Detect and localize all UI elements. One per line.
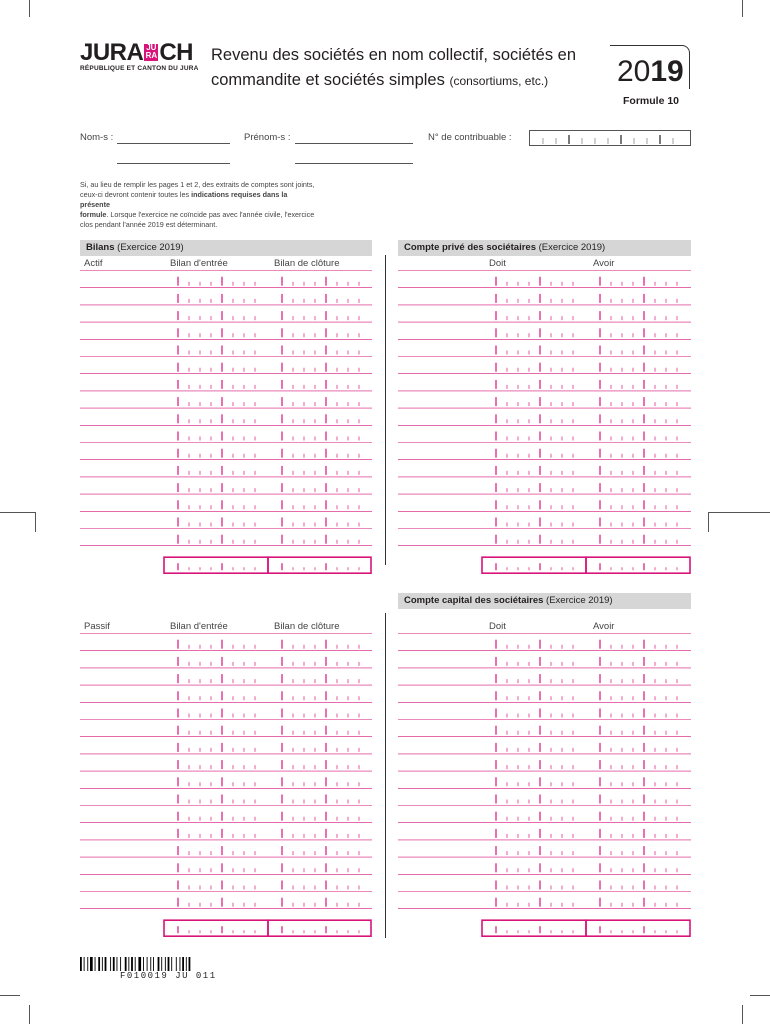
barcode-bar: [161, 957, 162, 971]
barcode-bar: [168, 957, 170, 971]
logo-subtitle: RÉPUBLIQUE ET CANTON DU JURA: [80, 65, 199, 72]
barcode-bar: [113, 957, 115, 971]
title-line-1: Revenu des sociétés en nom collectif, sociétés en: [211, 46, 577, 64]
prive-header: [398, 240, 691, 256]
barcode-bar: [147, 957, 148, 971]
barcode-bar: [84, 957, 85, 971]
instructions-note: [80, 180, 315, 230]
contribuable-label: N° de contribuable :: [428, 132, 512, 143]
nom-field-2[interactable]: [117, 163, 230, 164]
note-line-2: [80, 190, 315, 210]
center-divider-bottom: [385, 613, 386, 938]
nom-field[interactable]: [117, 143, 230, 144]
barcode-bar: [153, 957, 154, 971]
barcode-bar: [128, 957, 129, 971]
total-box-entree: [164, 920, 268, 936]
total-box-entree: [164, 557, 268, 573]
barcode-bar: [176, 957, 177, 971]
year-bold: 19: [650, 55, 684, 88]
capital-table[interactable]: [398, 633, 691, 941]
total-box-entree: [482, 557, 586, 573]
logo-mark-bottom: RA: [145, 51, 158, 60]
prive-doit: Doit: [489, 258, 506, 269]
passif-table[interactable]: [80, 633, 372, 941]
prive-table[interactable]: [398, 270, 691, 578]
barcode-text: F010019 JU 011: [120, 971, 217, 981]
barcode-bar: [131, 957, 133, 971]
barcode-bar: [105, 957, 107, 971]
contribuable-field[interactable]: [529, 130, 691, 146]
logo-word-jura: JURA: [80, 39, 144, 66]
barcode-bar: [120, 957, 121, 971]
barcode-bar: [182, 957, 184, 971]
title-paren: (consortiums, etc.): [449, 74, 549, 88]
barcode-bar: [150, 957, 151, 971]
barcode-bar: [125, 957, 127, 971]
crop-mark: [29, 1005, 30, 1024]
form-number: Formule 10: [623, 95, 680, 107]
logo: [80, 41, 199, 72]
note-line-3-text: . Lorsque l'exercice ne coïncide pas avec l'année civile, l'exercice: [106, 210, 315, 219]
year: [617, 54, 684, 90]
page-title: [211, 43, 611, 94]
col-bilan-cloture: Bilan de clôture: [274, 258, 340, 269]
year-light: 20: [617, 55, 651, 88]
prenom-field[interactable]: [295, 143, 413, 144]
barcode-bar: [117, 957, 118, 971]
barcode-bar: [158, 957, 160, 971]
fold-mark: [35, 512, 36, 532]
total-box-cloture: [586, 920, 690, 936]
barcode: [80, 957, 230, 971]
capital-title: Compte capital des sociétaires: [404, 595, 544, 606]
logo-word-ch: CH: [159, 39, 194, 66]
crop-mark: [29, 0, 30, 17]
crop-mark: [750, 995, 770, 996]
title-line-2: [211, 68, 611, 94]
nom-label: Nom-s :: [80, 132, 114, 143]
barcode-bar: [102, 957, 103, 971]
crop-mark: [742, 0, 743, 17]
col-bilan-cloture-passif: Bilan de clôture: [274, 621, 340, 632]
note-line-1: Si, au lieu de remplir les pages 1 et 2, des extraits de comptes sont joints,: [80, 180, 315, 189]
note-line-3-bold: formule: [80, 210, 107, 219]
capital-header: [398, 593, 691, 609]
logo-mark-top: JU: [146, 43, 157, 52]
barcode-bar: [143, 957, 144, 971]
prenom-label: Prénom-s :: [244, 132, 291, 143]
note-line-4: clos pendant l'année 2019 est déterminant.: [80, 220, 218, 229]
bilans-period: (Exercice 2019): [117, 242, 184, 253]
col-bilan-entree-passif: Bilan d'entrée: [170, 621, 228, 632]
prive-title: Compte privé des sociétaires: [404, 242, 536, 253]
capital-avoir: Avoir: [593, 621, 615, 632]
prive-period: (Exercice 2019): [538, 242, 606, 253]
barcode-bar: [110, 957, 111, 971]
barcode-bar: [138, 957, 141, 971]
total-box-cloture: [268, 920, 371, 936]
actif-label: Actif: [84, 258, 103, 269]
crop-mark: [742, 1005, 743, 1024]
col-bilan-entree: Bilan d'entrée: [170, 258, 228, 269]
barcode-bar: [90, 957, 93, 971]
capital-period: (Exercice 2019): [546, 595, 613, 606]
title-line-2-text: commandite et sociétés simples: [211, 71, 445, 89]
total-box-cloture: [268, 557, 371, 573]
total-box-cloture: [586, 557, 690, 573]
passif-label: Passif: [84, 621, 110, 632]
center-divider-top: [385, 255, 386, 565]
barcode-bar: [171, 957, 172, 971]
capital-doit: Doit: [489, 621, 506, 632]
barcode-bar: [186, 957, 187, 971]
barcode-bar: [95, 957, 96, 971]
actif-table[interactable]: [80, 270, 372, 578]
note-line-2-text: ceux-ci devront contenir toutes les: [80, 190, 190, 199]
prive-avoir: Avoir: [593, 258, 615, 269]
barcode-bar: [180, 957, 181, 971]
logo-mark: [144, 44, 158, 61]
fold-mark: [708, 512, 770, 513]
bilans-header: [80, 240, 372, 256]
fold-mark: [0, 512, 35, 513]
barcode-bar: [80, 957, 82, 971]
barcode-bar: [98, 957, 100, 971]
prenom-field-2[interactable]: [295, 163, 413, 164]
fold-mark: [708, 512, 709, 532]
note-line-2-bold: indications requises dans la présente: [80, 190, 288, 209]
barcode-bar: [189, 957, 191, 971]
bilans-title: Bilans: [86, 242, 115, 253]
note-line-3: [80, 210, 315, 220]
total-box-entree: [482, 920, 586, 936]
barcode-bar: [87, 957, 88, 971]
crop-mark: [0, 995, 20, 996]
barcode-bar: [135, 957, 136, 971]
barcode-bar: [165, 957, 166, 971]
